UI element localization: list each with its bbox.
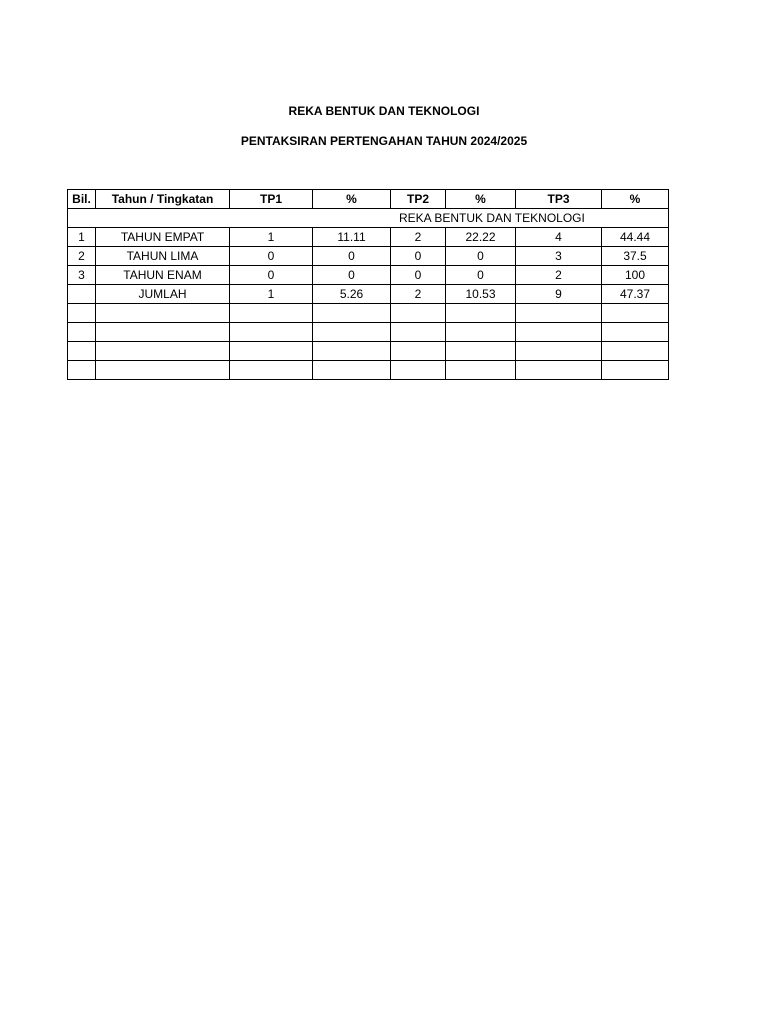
table-cell: 1 (230, 285, 313, 304)
table-cell: 100 (602, 266, 669, 285)
header-tp2: TP2 (391, 190, 446, 209)
table-cell (313, 304, 391, 323)
table-cell (230, 342, 313, 361)
table-row (68, 266, 669, 285)
table-cell (313, 342, 391, 361)
table-cell: 1 (68, 228, 96, 247)
table-cell: 4 (516, 228, 602, 247)
table-cell: 2 (516, 266, 602, 285)
table-cell: TAHUN EMPAT (96, 228, 230, 247)
table-cell: TAHUN LIMA (96, 247, 230, 266)
document-subtitle: PENTAKSIRAN PERTENGAHAN TAHUN 2024/2025 (240, 134, 528, 148)
table-cell (96, 304, 230, 323)
table-cell (96, 323, 230, 342)
table-cell (313, 361, 391, 380)
table-cell (96, 361, 230, 380)
table-cell (516, 361, 602, 380)
table-cell: 47.37 (602, 285, 669, 304)
header-tp1: TP1 (230, 190, 313, 209)
table-row (68, 247, 669, 266)
table-cell (602, 304, 669, 323)
subject-label: REKA BENTUK DAN TEKNOLOGI (68, 209, 669, 228)
header-bil: Bil. (68, 190, 96, 209)
table-row (68, 361, 669, 380)
table-cell: TAHUN ENAM (96, 266, 230, 285)
table-cell: JUMLAH (96, 285, 230, 304)
table-cell: 0 (446, 266, 516, 285)
table-cell (68, 342, 96, 361)
table-cell (446, 361, 516, 380)
table-cell (446, 323, 516, 342)
header-tp3-percent: % (602, 190, 669, 209)
table-cell (230, 323, 313, 342)
table-cell (602, 342, 669, 361)
table-cell (602, 323, 669, 342)
table-cell (446, 342, 516, 361)
table-cell: 10.53 (446, 285, 516, 304)
table-cell: 9 (516, 285, 602, 304)
table-cell: 3 (68, 266, 96, 285)
table-cell: 37.5 (602, 247, 669, 266)
table-cell (68, 304, 96, 323)
header-tp2-percent: % (446, 190, 516, 209)
subject-row (68, 209, 669, 228)
header-tp3: TP3 (516, 190, 602, 209)
table-cell (446, 304, 516, 323)
table-cell (230, 304, 313, 323)
table-cell: 1 (230, 228, 313, 247)
table-row (68, 342, 669, 361)
table-row (68, 285, 669, 304)
table-cell: 11.11 (313, 228, 391, 247)
table-cell (391, 361, 446, 380)
table-cell (391, 304, 446, 323)
table-cell: 0 (230, 266, 313, 285)
table-row (68, 228, 669, 247)
table-cell: 0 (313, 266, 391, 285)
table-cell: 22.22 (446, 228, 516, 247)
table-cell (230, 361, 313, 380)
table-cell: 0 (230, 247, 313, 266)
table-cell (391, 342, 446, 361)
table-cell (516, 342, 602, 361)
table-cell (68, 323, 96, 342)
table-cell: 2 (391, 228, 446, 247)
table-cell: 5.26 (313, 285, 391, 304)
table-cell (602, 361, 669, 380)
table-cell: 2 (391, 285, 446, 304)
table-cell: 0 (391, 247, 446, 266)
table-cell: 3 (516, 247, 602, 266)
header-tahun-tingkatan: Tahun / Tingkatan (96, 190, 230, 209)
table-header-row (68, 190, 669, 209)
table-cell (68, 285, 96, 304)
table-cell (96, 342, 230, 361)
table-row (68, 304, 669, 323)
table-cell (516, 304, 602, 323)
header-tp1-percent: % (313, 190, 391, 209)
table-row (68, 323, 669, 342)
table-cell (391, 323, 446, 342)
table-cell: 2 (68, 247, 96, 266)
document-title: REKA BENTUK DAN TEKNOLOGI (288, 104, 480, 118)
table-cell: 0 (446, 247, 516, 266)
table-cell (68, 361, 96, 380)
table-cell (516, 323, 602, 342)
table-cell: 44.44 (602, 228, 669, 247)
table-cell: 0 (391, 266, 446, 285)
table-cell (313, 323, 391, 342)
results-table (67, 189, 669, 380)
table-cell: 0 (313, 247, 391, 266)
